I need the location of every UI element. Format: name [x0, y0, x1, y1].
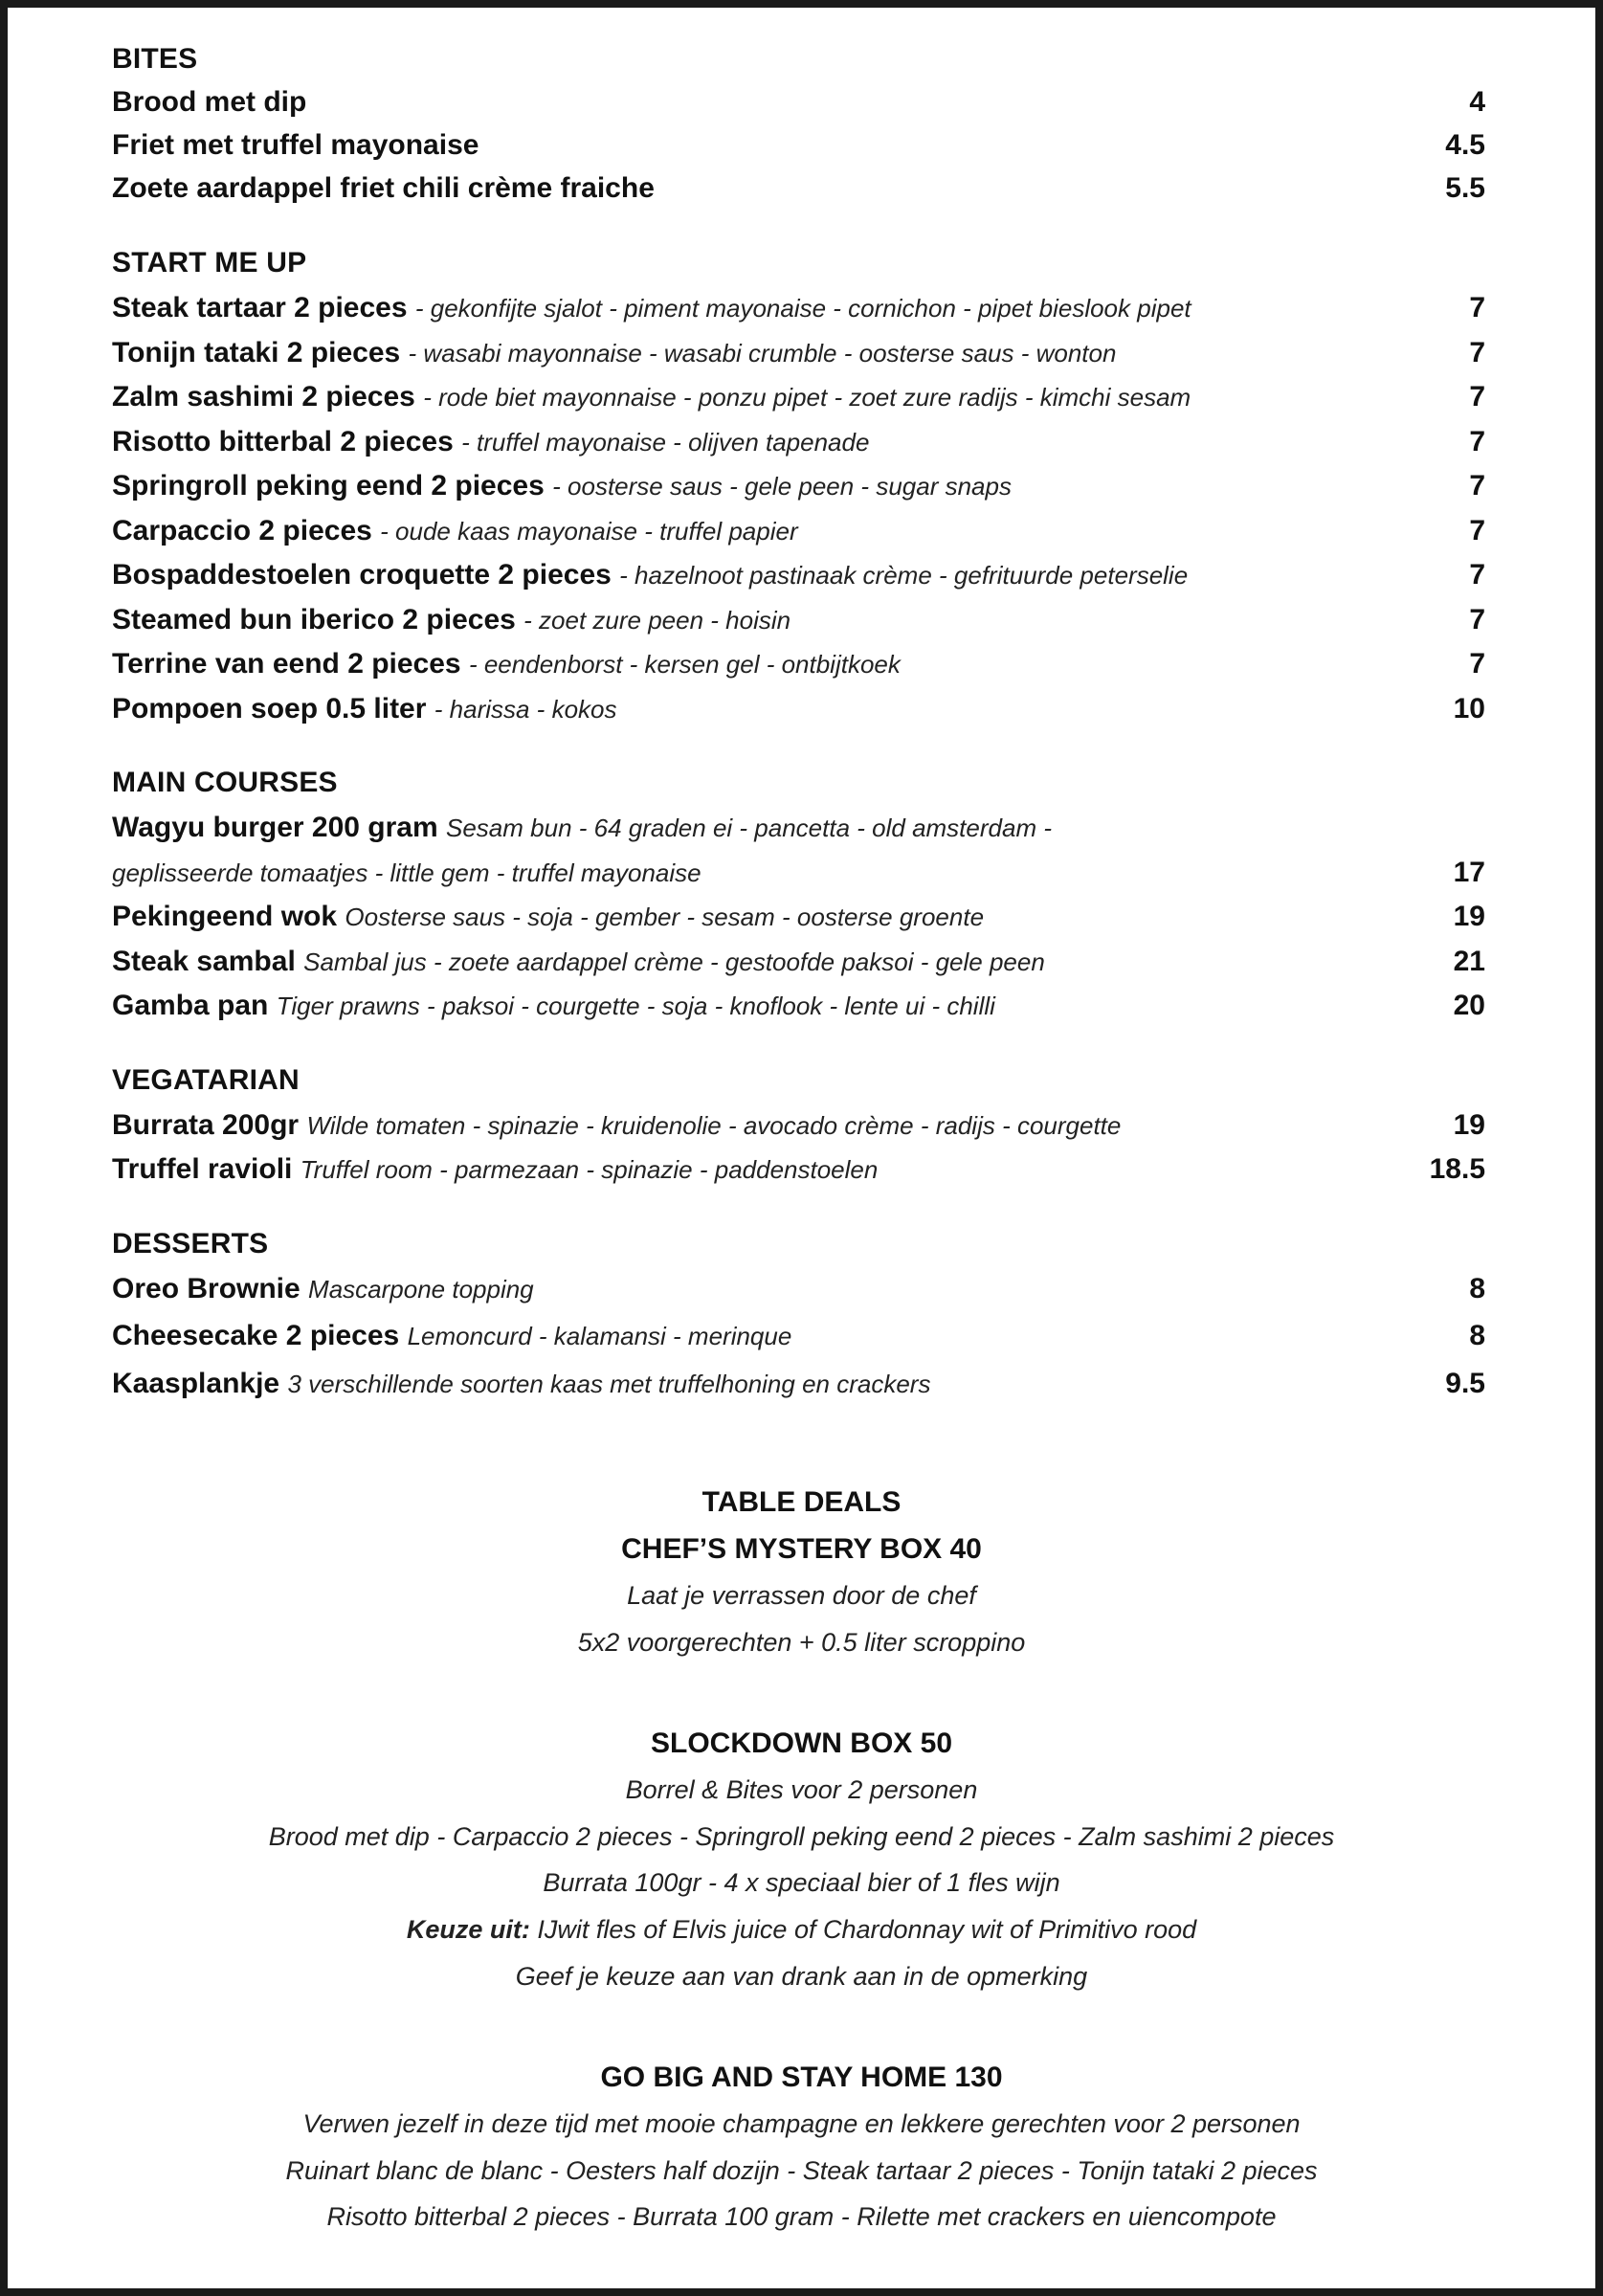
menu-item: [112, 515, 1485, 547]
menu-item: [112, 648, 1485, 680]
item-name: Gamba pan: [112, 990, 269, 1021]
menu-item: [112, 172, 1485, 205]
item-description: Wilde tomaten - spinazie - kruidenolie - avocado crème - radijs - courgette: [306, 1111, 1122, 1140]
item-name: Springroll peking eend 2 pieces: [112, 470, 545, 502]
menu-item: [112, 901, 1485, 933]
menu-item: [112, 604, 1485, 636]
table-deals-heading: TABLE DEALS: [701, 1486, 902, 1518]
item-description: - truffel mayonaise - olijven tapenade: [461, 428, 870, 457]
item-price: 19: [1453, 901, 1485, 932]
item-price: 17: [1453, 857, 1485, 888]
section-title-start-me-up: START ME UP: [112, 247, 307, 279]
menu-item: [112, 559, 1485, 591]
item-price: 7: [1469, 559, 1485, 591]
item-description: - oude kaas mayonaise - truffel papier: [380, 517, 798, 546]
item-price: 18.5: [1429, 1153, 1485, 1185]
deal-choice-label: Keuze uit:: [406, 1915, 530, 1944]
deal-line: Laat je verrassen door de chef: [627, 1581, 976, 1610]
menu-item: [112, 337, 1485, 369]
item-name: Terrine van eend 2 pieces: [112, 648, 461, 680]
menu-item: [112, 946, 1485, 978]
item-name: Burrata 200gr: [112, 1109, 300, 1141]
item-name: Tonijn tataki 2 pieces: [112, 337, 401, 368]
deal-choice-line: [8, 1915, 1595, 1945]
deal-title: GO BIG AND STAY HOME 130: [600, 2062, 1003, 2093]
item-description: Tiger prawns - paksoi - courgette - soja - knoflook - lente ui - chilli: [276, 992, 995, 1020]
deal-line: 5x2 voorgerechten + 0.5 liter scroppino: [577, 1628, 1026, 1657]
item-price: 7: [1469, 515, 1485, 546]
deal-line: Geef je keuze aan van drank aan in de opmerking: [515, 1962, 1088, 1991]
item-name: Pekingeend wok: [112, 901, 338, 932]
item-price: 20: [1453, 990, 1485, 1021]
deal-title: SLOCKDOWN BOX 50: [650, 1728, 953, 1759]
item-price: 19: [1453, 1109, 1485, 1141]
section-title-vegatarian: VEGATARIAN: [112, 1064, 300, 1096]
item-name: Zalm sashimi 2 pieces: [112, 381, 415, 412]
section-title-bites: BITES: [112, 43, 198, 75]
item-description: - zoet zure peen - hoisin: [523, 606, 791, 635]
menu-item: [112, 426, 1485, 458]
menu-item: [112, 1109, 1485, 1142]
item-description: Sambal jus - zoete aardappel crème - gestoofde paksoi - gele peen: [303, 947, 1045, 976]
item-name: Steamed bun iberico 2 pieces: [112, 604, 516, 635]
item-price: 21: [1453, 946, 1485, 977]
item-name: Friet met truffel mayonaise: [112, 129, 479, 161]
deal-line: Borrel & Bites voor 2 personen: [625, 1775, 978, 1804]
item-description: - wasabi mayonnaise - wasabi crumble - oosterse saus - wonton: [408, 339, 1117, 368]
deal-line: Verwen jezelf in deze tijd met mooie champagne en lekkere gerechten voor 2 personen: [302, 2109, 1301, 2138]
menu-item: [112, 470, 1485, 502]
item-name: Carpaccio 2 pieces: [112, 515, 372, 546]
deal-line: Risotto bitterbal 2 pieces - Burrata 100 gram - Rilette met crackers en uiencompote: [326, 2202, 1277, 2231]
item-description: geplisseerde tomaatjes - little gem - truffel mayonaise: [112, 858, 701, 887]
item-name: Steak sambal: [112, 946, 296, 977]
item-name: Risotto bitterbal 2 pieces: [112, 426, 454, 457]
item-description: - eendenborst - kersen gel - ontbijtkoek: [468, 650, 901, 679]
item-price: 4: [1469, 86, 1485, 118]
item-price: 7: [1469, 648, 1485, 680]
item-name: Kaasplankje: [112, 1368, 280, 1399]
menu-item: [112, 1368, 1485, 1400]
item-description: - hazelnoot pastinaak crème - gefrituurde peterselie: [619, 561, 1189, 590]
item-description: Oosterse saus - soja - gember - sesam - oosterse groente: [345, 903, 985, 931]
menu-item: [112, 381, 1485, 413]
menu-item: [112, 292, 1485, 324]
item-description: Truffel room - parmezaan - spinazie - paddenstoelen: [300, 1155, 879, 1184]
item-price: 8: [1469, 1320, 1485, 1351]
item-name: Brood met dip: [112, 86, 307, 118]
item-price: 7: [1469, 470, 1485, 502]
menu-item: [112, 1153, 1485, 1186]
menu-item-continuation: [112, 857, 1485, 889]
item-name: Truffel ravioli: [112, 1153, 293, 1185]
item-price: 7: [1469, 337, 1485, 368]
item-name: Cheesecake 2 pieces: [112, 1320, 400, 1351]
item-description: - gekonfijte sjalot - piment mayonaise - cornichon - pipet bieslook pipet: [414, 294, 1191, 323]
item-description: - rode biet mayonnaise - ponzu pipet - zoet zure radijs - kimchi sesam: [423, 383, 1191, 412]
item-name: Bospaddestoelen croquette 2 pieces: [112, 559, 612, 591]
item-name: Oreo Brownie: [112, 1273, 301, 1304]
item-name: Zoete aardappel friet chili crème fraiche: [112, 172, 655, 204]
menu-item: [112, 693, 1485, 725]
item-name: Pompoen soep 0.5 liter: [112, 693, 427, 724]
item-description: - harissa - kokos: [434, 695, 617, 724]
deal-line: Burrata 100gr - 4 x speciaal bier of 1 fles wijn: [543, 1868, 1060, 1897]
item-price: 5.5: [1445, 172, 1485, 204]
deal-title: CHEF’S MYSTERY BOX 40: [621, 1533, 982, 1565]
item-price: 7: [1469, 604, 1485, 635]
deal-choice-text: IJwit fles of Elvis juice of Chardonnay wit of Primitivo rood: [529, 1915, 1197, 1944]
menu-item: [112, 129, 1485, 162]
item-name: Steak tartaar 2 pieces: [112, 292, 408, 323]
item-description: Lemoncurd - kalamansi - merinque: [407, 1322, 792, 1350]
item-price: 7: [1469, 292, 1485, 323]
item-description: - oosterse saus - gele peen - sugar snaps: [552, 472, 1012, 501]
item-description: 3 verschillende soorten kaas met truffelhoning en crackers: [287, 1370, 931, 1398]
item-description: Mascarpone topping: [308, 1275, 534, 1304]
item-price: 9.5: [1445, 1368, 1485, 1399]
item-price: 4.5: [1445, 129, 1485, 161]
section-title-desserts: DESSERTS: [112, 1228, 269, 1259]
section-title-main-courses: MAIN COURSES: [112, 767, 338, 798]
item-price: 7: [1469, 426, 1485, 457]
menu-item: [112, 1320, 1485, 1352]
menu-item: [112, 990, 1485, 1022]
menu-item: [112, 812, 1485, 844]
item-price: 7: [1469, 381, 1485, 412]
item-price: 8: [1469, 1273, 1485, 1304]
menu-item: [112, 1273, 1485, 1305]
item-name: Wagyu burger 200 gram: [112, 812, 438, 843]
menu-item: [112, 86, 1485, 119]
deal-line: Ruinart blanc de blanc - Oesters half dozijn - Steak tartaar 2 pieces - Tonijn tataki 2 pieces: [285, 2156, 1318, 2185]
deal-line: Brood met dip - Carpaccio 2 pieces - Springroll peking eend 2 pieces - Zalm sashimi 2 pieces: [268, 1822, 1335, 1851]
item-price: 10: [1453, 693, 1485, 724]
item-description: Sesam bun - 64 graden ei - pancetta - old amsterdam -: [446, 814, 1052, 842]
